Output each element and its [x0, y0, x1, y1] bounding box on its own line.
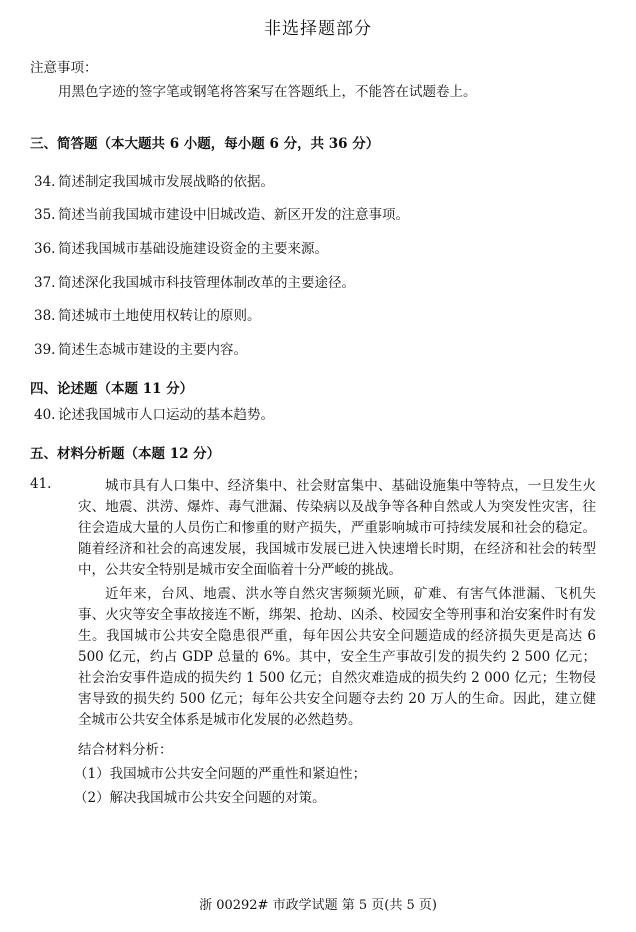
sub-question-2: （2）解决我国城市公共安全问题的对策。 [74, 790, 326, 806]
page-footer: 浙 00292# 市政学试题 第 5 页(共 5 页) [199, 898, 437, 913]
question-text: 简述城市土地使用权转让的原则。 [58, 308, 261, 324]
question-36 [34, 237, 328, 257]
question-number: 34. [34, 174, 56, 190]
question-text: 简述制定我国城市发展战略的依据。 [58, 174, 274, 190]
notes-label: 注意事项： [30, 60, 98, 76]
question-number: 37. [34, 275, 56, 291]
material-paragraph-2: 近年来，台风、地震、洪水等自然灾害频频光顾，矿难、有害气体泄漏、飞机失事、火灾等安全事故接连不断，绑架、抢劫、凶杀、校园安全等刑事和治安案件时有发生。我国城市公共安全隐患很严重，每年因公共安全问题造成的经济损失更是高达 6 500 亿元，约占 GDP 总量的 6%。其中，安全生产事故引发的损失约 2 500 亿元；社会治安事件造成的损失约 1 500 亿元；自然灾难造成的损失约 2 000 亿元；生物侵害导致的损失约 500 亿元；每年公共安全问题夺去约 20 万人的生命。因此，建立健全城市公共安全体系是城市化发展的必然趋势。 [78, 586, 596, 728]
question-40 [34, 403, 274, 423]
question-38 [34, 304, 261, 324]
sub-question-1: （1）我国城市公共安全问题的严重性和紧迫性； [74, 766, 367, 782]
question-34 [34, 170, 274, 190]
question-number: 40. [34, 407, 56, 423]
question-number: 35. [34, 207, 56, 223]
page-title: 非选择题部分 [264, 19, 372, 39]
question-35 [34, 203, 409, 223]
question-number: 39. [34, 342, 56, 358]
question-41-number: 41. [30, 476, 52, 492]
analysis-prompt: 结合材料分析： [78, 742, 173, 758]
question-text: 简述我国城市基础设施建设资金的主要来源。 [58, 241, 328, 257]
question-text: 简述生态城市建设的主要内容。 [58, 342, 247, 358]
question-text: 简述当前我国城市建设中旧城改造、新区开发的注意事项。 [58, 207, 409, 223]
question-number: 38. [34, 308, 56, 324]
section-3-heading: 三、简答题（本大题共 6 小题，每小题 6 分，共 36 分） [30, 136, 380, 152]
section-5-heading: 五、材料分析题（本题 12 分） [30, 446, 221, 462]
question-39 [34, 338, 247, 358]
question-number: 36. [34, 241, 56, 257]
section-4-heading: 四、论述题（本题 11 分） [30, 381, 194, 397]
material-paragraph-1: 城市具有人口集中、经济集中、社会财富集中、基础设施集中等特点，一旦发生火灾、地震、洪涝、爆炸、毒气泄漏、传染病以及战争等各种自然或人为突发性灾害，往往会造成大量的人员伤亡和惨重的财产损失，严重影响城市可持续发展和社会的稳定。随着经济和社会的高速发展，我国城市发展已进入快速增长时期，在经济和社会的转型中，公共安全特别是城市安全面临着十分严峻的挑战。 [78, 478, 596, 578]
notes-text: 用黑色字迹的签字笔或钢笔将答案写在答题纸上，不能答在试题卷上。 [58, 84, 477, 100]
question-37 [34, 271, 355, 291]
question-text: 论述我国城市人口运动的基本趋势。 [58, 407, 274, 423]
question-text: 简述深化我国城市科技管理体制改革的主要途径。 [58, 275, 355, 291]
